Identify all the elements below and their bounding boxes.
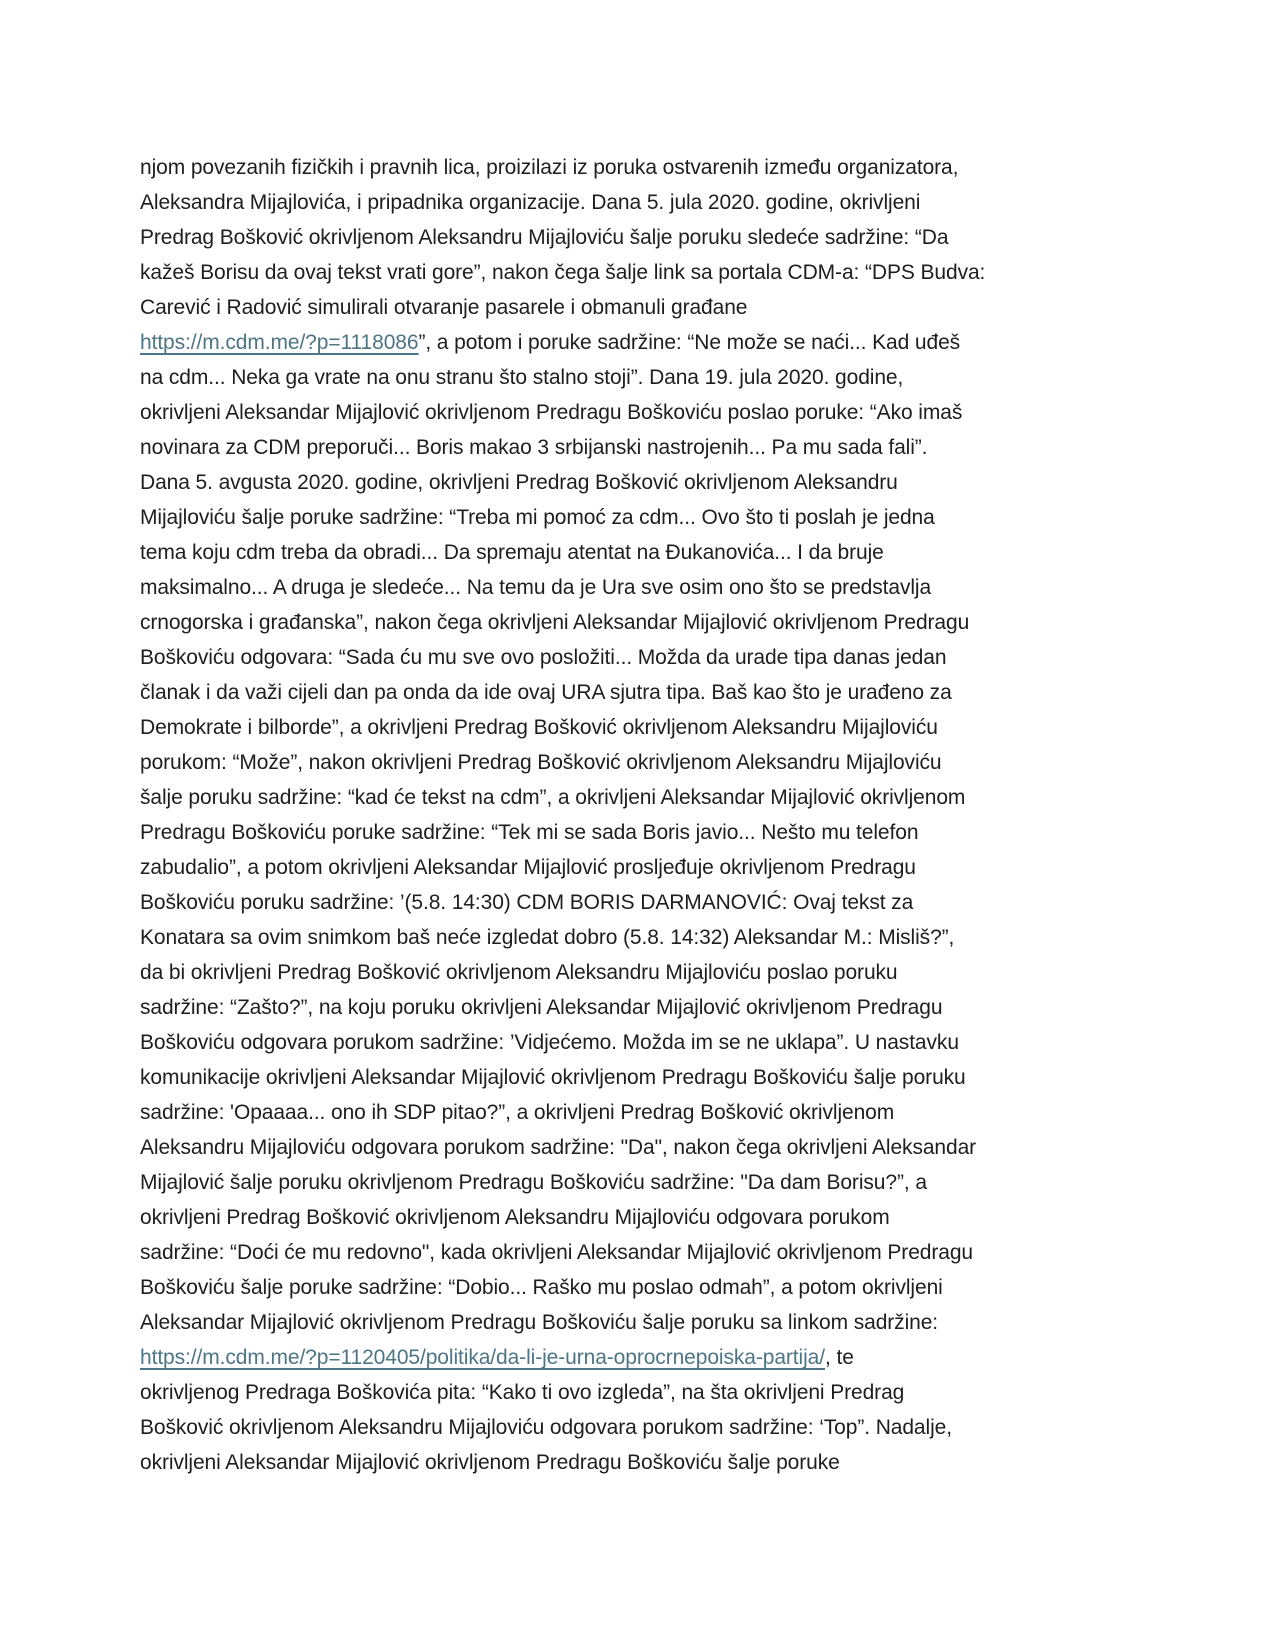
text-line (140, 920, 1150, 955)
text-line (140, 605, 1150, 640)
text-line (140, 1445, 1150, 1480)
line-text: Dana 5. avgusta 2020. godine, okrivljeni Predrag Bošković okrivljenom Aleksandru (140, 471, 898, 494)
line-text: kažeš Borisu da ovaj tekst vrati gore”, nakon čega šalje link sa portala CDM-a: “DPS Budva: (140, 261, 986, 284)
text-line (140, 360, 1150, 395)
text-line (140, 1305, 1150, 1340)
line-text: novinara za CDM preporuči... Boris makao 3 srbijanski nastrojenih... Pa mu sada fali”. (140, 436, 928, 459)
line-text: Predrag Bošković okrivljenom Aleksandru Mijajloviću šalje poruku sledeće sadržine: “Da (140, 226, 949, 249)
line-text: maksimalno... A druga je sledeće... Na temu da je Ura sve osim ono što se predstavlja (140, 576, 932, 599)
text-line (140, 395, 1150, 430)
text-line (140, 1375, 1150, 1410)
text-line (140, 1200, 1150, 1235)
line-text: Bošković okrivljenom Aleksandru Mijajloviću odgovara porukom sadržine: ‘Top”. Nadalje, (140, 1416, 952, 1439)
line-text: Demokrate i bilborde”, a okrivljeni Predrag Bošković okrivljenom Aleksandru Mijajloviću (140, 716, 938, 739)
line-text: Carević i Radović simulirali otvaranje pasarele i obmanuli građane (140, 296, 748, 319)
line-text: Mijajlović šalje poruku okrivljenom Predragu Boškoviću sadržine: "Da dam Borisu?”, a (140, 1171, 927, 1194)
line-text: Boškoviću odgovara porukom sadržine: ’Vidjećemo. Možda im se ne uklapa”. U nastavku (140, 1031, 959, 1054)
hyperlink[interactable]: https://m.cdm.me/?p=1120405/politika/da-li-je-urna-oprocrnepoiska-partija/ (140, 1346, 825, 1369)
line-text: okrivljenog Predraga Boškovića pita: “Kako ti ovo izgleda”, na šta okrivljeni Predrag (140, 1381, 905, 1404)
line-text: članak i da važi cijeli dan pa onda da ide ovaj URA sjutra tipa. Baš kao što je urađeno za (140, 681, 952, 704)
text-line (140, 1235, 1150, 1270)
text-line (140, 1095, 1150, 1130)
line-text: Boškoviću odgovara: “Sada ću mu sve ovo posložiti... Možda da urade tipa danas jedan (140, 646, 947, 669)
line-text: Aleksandar Mijajlović okrivljenom Predragu Boškoviću šalje poruku sa linkom sadržine: (140, 1311, 939, 1334)
line-text: Mijajloviću šalje poruke sadržine: “Treba mi pomoć za cdm... Ovo što ti poslah je jedna (140, 506, 935, 529)
text-line (140, 430, 1150, 465)
text-line (140, 1270, 1150, 1305)
text-line (140, 255, 1150, 290)
text-line (140, 780, 1150, 815)
line-text: crnogorska i građanska”, nakon čega okrivljeni Aleksandar Mijajlović okrivljenom Predragu (140, 611, 970, 634)
text-line (140, 150, 1150, 185)
line-text: njom povezanih fizičkih i pravnih lica, proizilazi iz poruka ostvarenih između organizatora, (140, 156, 959, 179)
text-line (140, 325, 1150, 360)
text-line (140, 1410, 1150, 1445)
line-text: komunikacije okrivljeni Aleksandar Mijajlović okrivljenom Predragu Boškoviću šalje poruku (140, 1066, 966, 1089)
line-text: okrivljeni Predrag Bošković okrivljenom Aleksandru Mijajloviću odgovara porukom (140, 1206, 890, 1229)
document-body (140, 150, 1150, 1480)
text-line (140, 290, 1150, 325)
text-line (140, 815, 1150, 850)
line-text: sadržine: “Zašto?”, na koju poruku okrivljeni Aleksandar Mijajlović okrivljenom Predragu (140, 996, 943, 1019)
line-text: Boškoviću poruku sadržine: ’(5.8. 14:30) CDM BORIS DARMANOVIĆ: Ovaj tekst za (140, 891, 914, 914)
text-line (140, 465, 1150, 500)
text-line (140, 570, 1150, 605)
text-line (140, 1165, 1150, 1200)
line-text: na cdm... Neka ga vrate na onu stranu što stalno stoji”. Dana 19. jula 2020. godine, (140, 366, 904, 389)
text-line (140, 1130, 1150, 1165)
line-text: da bi okrivljeni Predrag Bošković okrivljenom Aleksandru Mijajloviću poslao poruku (140, 961, 898, 984)
line-text: tema koju cdm treba da obradi... Da spremaju atentat na Đukanovića... I da bruje (140, 541, 884, 564)
line-text: okrivljeni Aleksandar Mijajlović okrivljenom Predragu Boškoviću šalje poruke (140, 1451, 840, 1474)
line-text: Aleksandra Mijajlovića, i pripadnika organizacije. Dana 5. jula 2020. godine, okrivljeni (140, 191, 921, 214)
line-text: sadržine: “Doći će mu redovno", kada okrivljeni Aleksandar Mijajlović okrivljenom Predragu (140, 1241, 973, 1264)
line-text: okrivljeni Aleksandar Mijajlović okrivljenom Predragu Boškoviću poslao poruke: “Ako imaš (140, 401, 963, 424)
line-text: porukom: “Može”, nakon okrivljeni Predrag Bošković okrivljenom Aleksandru Mijajloviću (140, 751, 942, 774)
text-line (140, 640, 1150, 675)
text-line (140, 220, 1150, 255)
line-text: ”, a potom i poruke sadržine: “Ne može se naći... Kad uđeš (418, 331, 961, 354)
text-line (140, 745, 1150, 780)
line-text: Boškoviću šalje poruke sadržine: “Dobio... Raško mu poslao odmah”, a potom okrivljeni (140, 1276, 943, 1299)
text-line (140, 710, 1150, 745)
text-line (140, 1025, 1150, 1060)
line-text: sadržine: 'Opaaaa... ono ih SDP pitao?”, a okrivljeni Predrag Bošković okrivljenom (140, 1101, 895, 1124)
line-text: Predragu Boškoviću poruke sadržine: “Tek mi se sada Boris javio... Nešto mu telefon (140, 821, 919, 844)
text-line (140, 675, 1150, 710)
text-line (140, 1340, 1150, 1375)
line-text: , te (824, 1346, 854, 1369)
text-line (140, 1060, 1150, 1095)
text-line (140, 500, 1150, 535)
text-line (140, 955, 1150, 990)
text-line (140, 535, 1150, 570)
hyperlink[interactable]: https://m.cdm.me/?p=1118086 (140, 331, 419, 354)
line-text: zabudalio”, a potom okrivljeni Aleksandar Mijajlović prosljeđuje okrivljenom Predragu (140, 856, 916, 879)
text-line (140, 850, 1150, 885)
text-line (140, 185, 1150, 220)
text-line (140, 990, 1150, 1025)
line-text: Konatara sa ovim snimkom baš neće izgledat dobro (5.8. 14:32) Aleksandar M.: Misliš?”, (140, 926, 955, 949)
text-line (140, 885, 1150, 920)
line-text: Aleksandru Mijajloviću odgovara porukom sadržine: "Da", nakon čega okrivljeni Aleksandar (140, 1136, 977, 1159)
line-text: šalje poruku sadržine: “kad će tekst na cdm”, a okrivljeni Aleksandar Mijajlović okrivljenom (140, 786, 966, 809)
